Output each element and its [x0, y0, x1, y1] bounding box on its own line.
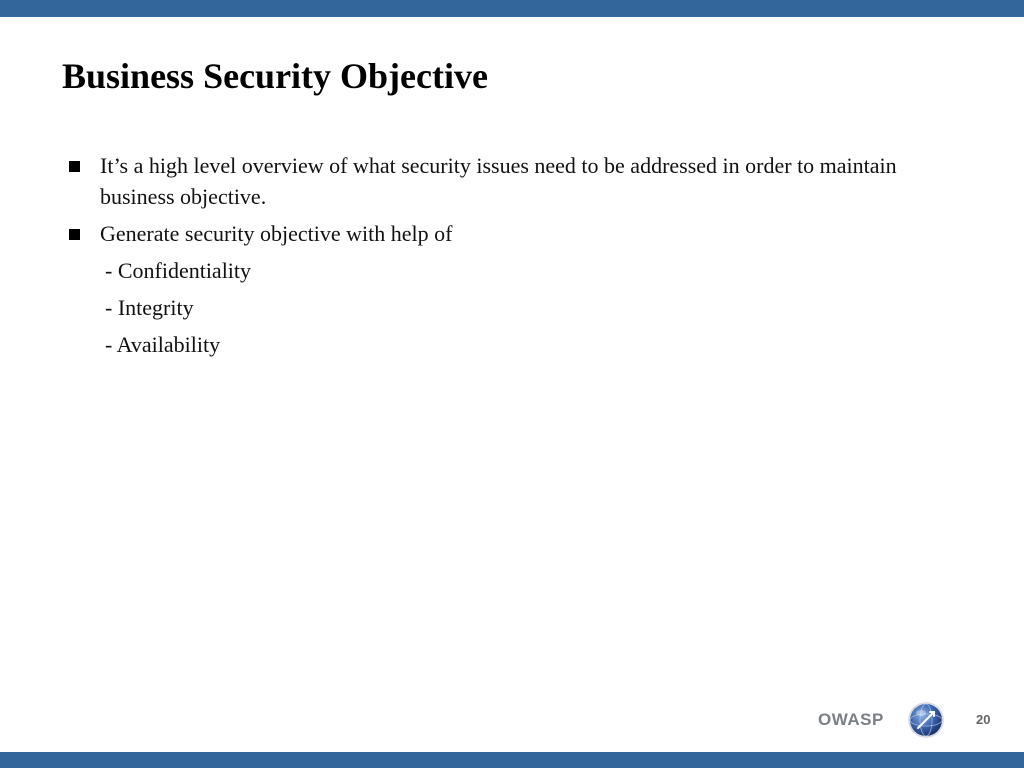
page-number: 20 [976, 712, 991, 727]
slide-title: Business Security Objective [62, 56, 488, 96]
bullet-item [68, 218, 958, 249]
sub-item-integrity: - Integrity [105, 295, 194, 320]
square-bullet-icon [69, 161, 80, 172]
sub-item-availability: - Availability [105, 332, 221, 357]
bullet-text: It’s a high level overview of what security issues need to be addressed in order to maintain business objective. [100, 153, 897, 209]
square-bullet-icon [69, 229, 80, 240]
brand-name: OWASP [818, 710, 884, 729]
bullet-text: Generate security objective with help of [100, 221, 453, 246]
owasp-wasp-globe-icon [906, 700, 946, 740]
sub-item-confidentiality: - Confidentiality [105, 258, 252, 283]
footer-bar [0, 752, 1024, 768]
slide-content [68, 150, 958, 366]
header-bar [0, 0, 1024, 17]
footer-brand [818, 706, 968, 738]
bullet-item [68, 150, 958, 212]
